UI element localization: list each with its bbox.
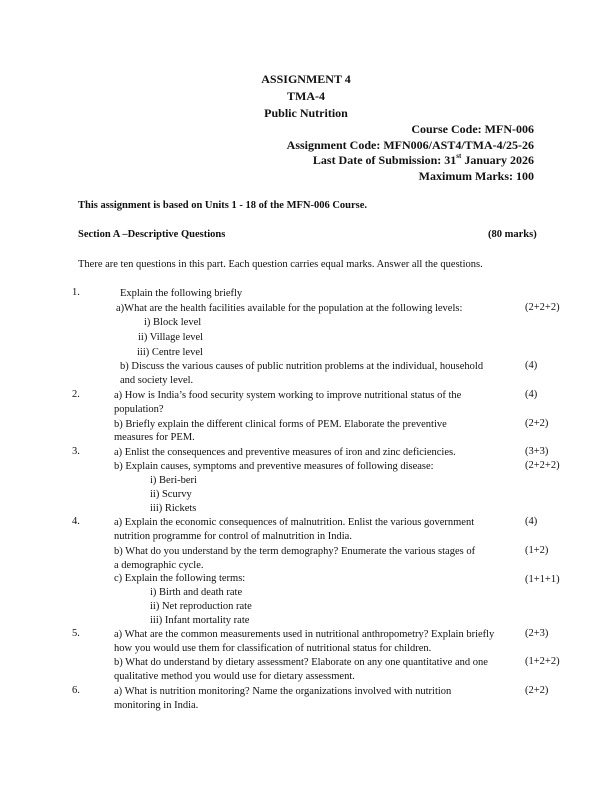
section-instruction: There are ten questions in this part. Each question carries equal marks. Answer all the questions. [78, 259, 483, 270]
q2-a-line2: population? [114, 404, 164, 415]
submission-date-sup: st [456, 152, 462, 160]
list-item: iii) Infant mortality rate [150, 615, 250, 626]
question-number: 5. [72, 628, 80, 639]
list-item: i) Block level [144, 317, 202, 328]
q5-a-line1: a) What are the common measurements used in nutritional anthropometry? Explain briefly [114, 629, 495, 640]
q5-b-line1: b) What do understand by dietary assessment? Elaborate on any one quantitative and one [114, 657, 488, 668]
q2-a-line1: a) How is India’s food security system working to improve nutritional status of the [114, 390, 462, 401]
assignment-title: ASSIGNMENT 4 [261, 72, 351, 86]
q5-b-line2: qualitative method you would use for dietary assessment. [114, 671, 355, 682]
q3-b-marks: (2+2+2) [525, 460, 560, 471]
q2-b-line2: measures for PEM. [114, 432, 195, 443]
q4-a-line1: a) Explain the economic consequences of malnutrition. Enlist the various government [114, 517, 475, 528]
q2-b-marks: (2+2) [525, 418, 549, 429]
q4-a-line2: nutrition programme for control of malnutrition in India. [114, 531, 352, 542]
q4-a-marks: (4) [525, 516, 538, 527]
list-item: i) Birth and death rate [150, 587, 243, 598]
section-marks: (80 marks) [488, 229, 537, 240]
question-number: 3. [72, 446, 80, 457]
q4-c-marks: (1+1+1) [525, 574, 560, 585]
submission-date-suffix: January 2026 [461, 153, 534, 167]
intro-note: This assignment is based on Units 1 - 18 of the MFN-006 Course. [78, 200, 368, 211]
assignment-code: Assignment Code: MFN006/AST4/TMA-4/25-26 [286, 138, 534, 152]
submission-date [313, 153, 534, 168]
subject-title: Public Nutrition [264, 106, 348, 120]
q1-b-marks: (4) [525, 360, 538, 371]
q4-b-marks: (1+2) [525, 545, 549, 556]
q4-b-line2: a demographic cycle. [114, 560, 204, 571]
q1-lead: Explain the following briefly [120, 288, 243, 299]
q5-b-marks: (1+2+2) [525, 656, 560, 667]
q1-b-line1: b) Discuss the various causes of public nutrition problems at the individual, household [120, 361, 484, 372]
question-number: 6. [72, 685, 80, 696]
q6-a-line2: monitoring in India. [114, 700, 199, 711]
tma-label: TMA-4 [287, 89, 325, 103]
question-number: 2. [72, 389, 80, 400]
q3-b: b) Explain causes, symptoms and preventive measures of following disease: [114, 461, 434, 472]
maximum-marks: Maximum Marks: 100 [418, 169, 534, 183]
q4-b-line1: b) What do you understand by the term demography? Enumerate the various stages of [114, 546, 476, 557]
list-item: i) Beri-beri [150, 475, 197, 486]
list-item: iii) Centre level [137, 347, 203, 358]
submission-date-prefix: Last Date of Submission: 31 [312, 153, 457, 167]
list-item: iii) Rickets [150, 503, 197, 514]
q4-c: c) Explain the following terms: [114, 573, 246, 584]
q2-b-line1: b) Briefly explain the different clinical forms of PEM. Elaborate the preventive [114, 419, 447, 430]
list-item: ii) Scurvy [150, 489, 192, 500]
q6-a-line1: a) What is nutrition monitoring? Name the organizations involved with nutrition [114, 686, 452, 697]
q3-a: a) Enlist the consequences and preventive measures of iron and zinc deficiencies. [114, 447, 456, 458]
list-item: ii) Village level [138, 332, 204, 343]
list-item: ii) Net reproduction rate [150, 601, 252, 612]
q6-a-marks: (2+2) [525, 685, 549, 696]
q5-a-line2: how you would use them for classification of nutritional status for children. [114, 643, 432, 654]
question-number: 1. [72, 287, 80, 298]
q5-a-marks: (2+3) [525, 628, 549, 639]
q1-a: a)What are the health facilities available for the population at the following levels: [116, 303, 463, 314]
q1-b-line2: and society level. [120, 375, 194, 386]
q1-a-marks: (2+2+2) [525, 302, 560, 313]
section-title: Section A –Descriptive Questions [78, 229, 226, 240]
q2-a-marks: (4) [525, 389, 538, 400]
q3-a-marks: (3+3) [525, 446, 549, 457]
question-number: 4. [72, 516, 80, 527]
course-code: Course Code: MFN-006 [411, 122, 534, 136]
